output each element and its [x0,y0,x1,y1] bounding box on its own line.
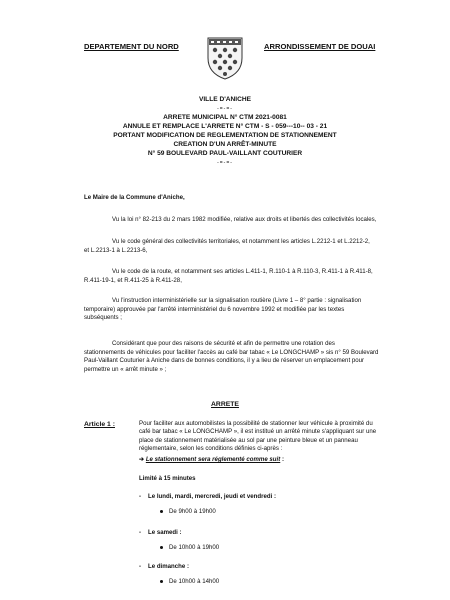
bullet-icon [160,580,163,583]
arrete-number: ARRETE MUNICIPAL N° CTM 2021-0081 [163,114,287,121]
considerant [84,340,418,374]
separator-top: -=-=- [217,106,233,112]
arrete-heading: ARRETE [211,401,239,408]
hours-weekdays-text: De 9h00 à 19h00 [169,508,216,515]
hours-saturday-text: De 10h00 à 19h00 [169,544,220,551]
considerant-line3: Paul-Vaillant Couturier à Aniche dans de bonnes conditions, il y a lieu de réserver un emplacement pour [84,357,365,365]
considerant-line4: permettre un « arrêt minute » ; [84,365,167,373]
dash-icon: - [139,529,142,536]
vu-instruction [84,297,418,323]
arrow-right-icon: ➔ [139,456,145,463]
vu-code-route-line2: R.411-19-1, et R.411-25 à R.411-28, [84,276,182,284]
arrete-heading-wrap [0,393,450,411]
bullet-icon [160,546,163,549]
article-1-line3: place de stationnement matérialisée au sol par une peinture bleue et un panneau [139,436,358,444]
bullet-icon [160,510,163,513]
dash-icon: - [139,493,142,500]
day-sunday-label: Le dimanche : [148,563,190,570]
article-1-text [139,420,419,454]
hours-sunday [160,578,219,585]
vu-cgct-line2: et L.2213-1 à L.2213-6, [84,246,148,254]
hours-weekdays [160,508,216,515]
address-line: N° 59 BOULEVARD PAUL-VAILLANT COUTURIER [147,150,303,157]
maire-intro: Le Maire de la Commune d'Aniche, [84,194,185,201]
vu-instruction-line2: temporaire) approuvée par l'arrêté interministériel du 6 novembre 1992 et modifiée par les textes [84,305,345,313]
department-header: DEPARTEMENT DU NORD [84,42,179,51]
hours-sunday-text: De 10h00 à 14h00 [169,578,220,585]
dash-icon: - [139,563,142,570]
creation-line: CREATION D'UN ARRÊT-MINUTE [173,141,277,148]
vu-loi [112,216,422,225]
arrondissement-header: ARRONDISSEMENT DE DOUAI [264,42,376,51]
stationnement-rule-text: Le stationnement sera réglementé comme suit [145,456,281,463]
separator-bottom: -=-=- [217,160,233,166]
vu-code-route-line1: Vu le code de la route, et notamment ses articles L.411-1, R.110-1 à R.110-3, R.411-1 à R.411-8, [112,268,373,275]
article-1-line1: Pour faciliter aux automobilistes la possibilité de stationner leur véhicule à proximité du [139,420,373,427]
coat-of-arms-icon [206,34,244,80]
modification-line: PORTANT MODIFICATION DE REGLEMENTATION DE STATIONNEMENT [113,132,337,139]
annule-line: ANNULE ET REMPLACE L'ARRETE N° CTM - S - 059---10-- 03 - 21 [122,123,328,130]
article-1-label: Article 1 : [84,421,115,428]
vu-code-route [84,268,418,285]
vu-instruction-line1: Vu l'instruction interministérielle sur la signalisation routière (Livre 1 – 8° partie : signalisation [112,297,362,304]
day-weekdays-label: Le lundi, mardi, mercredi, jeudi et vendredi : [148,493,277,500]
vu-cgct [84,238,418,255]
article-1-line2: café bar tabac « Le LONGCHAMP », il est institué un arrêté minute s'appliquant sur une [139,428,377,436]
stationnement-rule-colon: : [280,456,284,463]
day-weekdays [139,493,276,500]
hours-saturday [160,544,219,551]
city-name: VILLE D'ANICHE [198,96,252,103]
vu-cgct-line1: Vu le code général des collectivités territoriales, et notamment les articles L.2212-1 et L.2212-2, [112,238,370,245]
day-sunday [139,563,189,570]
duration-limit: Limité à 15 minutes [139,475,196,482]
article-1-line4: réglementaire, selon les conditions définies ci-après : [139,445,283,453]
considerant-line1: Considérant que pour des raisons de sécurité et afin de permettre une rotation des [112,340,335,347]
day-saturday-label: Le samedi : [148,529,182,536]
day-saturday [139,529,182,536]
vu-instruction-line3: subséquents ; [84,314,122,322]
vu-loi-text: Vu la loi n° 82-213 du 2 mars 1982 modifiée, relative aux droits et libertés des collectivités locales, [112,216,377,223]
considerant-line2: stationnements de véhicules pour faciliter l'accès au café bar tabac « Le LONGCHAMP » sis n° 59 Boulevard [84,348,379,356]
stationnement-rule [139,456,284,463]
